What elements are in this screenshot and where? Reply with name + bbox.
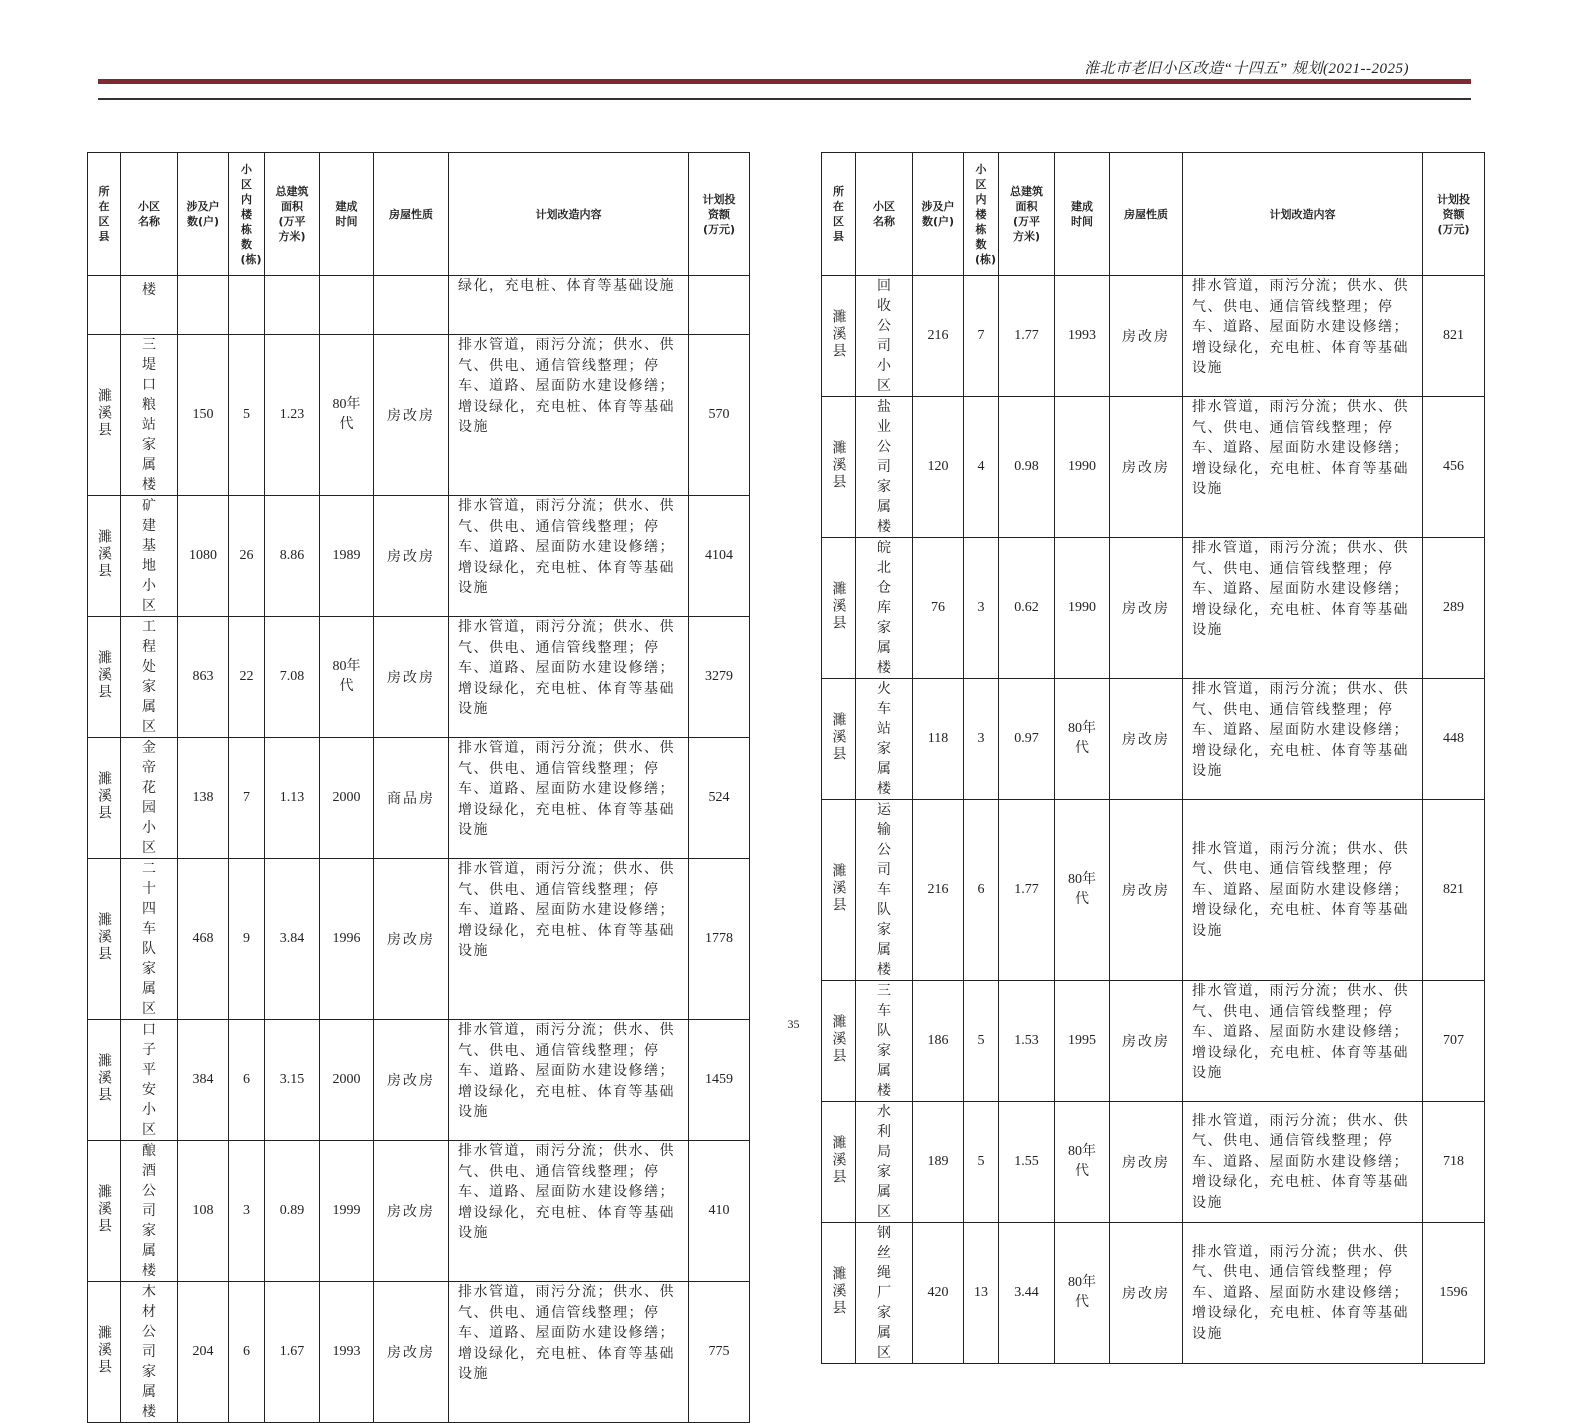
cell-buildings: 26 [229,496,265,617]
cell-county: 濉溪县 [822,800,856,981]
cell-content: 排水管道，雨污分流；供水、供气、供电、通信管线整理；停车、道路、屋面防水建设修缮；增设绿化，充电桩、体育等基础设施 [1183,800,1423,981]
cell-county: 濉溪县 [88,1020,121,1141]
cell-investment: 410 [689,1141,750,1282]
table-header-row [88,153,750,276]
col-header-type: 房屋性质 [1110,153,1183,276]
table-row [822,276,1485,397]
cell-content: 排水管道，雨污分流；供水、供气、供电、通信管线整理；停车、道路、屋面防水建设修缮；增设绿化，充电桩、体育等基础设施 [1183,679,1423,800]
right-renovation-table [821,152,1485,1364]
cell-content: 排水管道，雨污分流；供水、供气、供电、通信管线整理；停车、道路、屋面防水建设修缮；增设绿化，充电桩、体育等基础设施 [449,335,689,496]
table-row [88,738,750,859]
col-header-investment: 计划投资额(万元) [1423,153,1485,276]
col-header-buildings: 小区内楼栋数(栋) [229,153,265,276]
left-renovation-table [87,152,750,1423]
table-row [822,538,1485,679]
cell-year: 80年代 [1055,679,1110,800]
cell-households: 138 [178,738,229,859]
cell-investment: 718 [1423,1102,1485,1223]
cell-investment: 707 [1423,981,1485,1102]
cell-area: 1.77 [999,800,1055,981]
cell-buildings: 5 [964,1102,999,1223]
col-header-year: 建成时间 [320,153,374,276]
cell-name: 皖北仓库家属楼 [856,538,913,679]
cell-name: 水利局家属区 [856,1102,913,1223]
cell-name: 矿建基地小区 [121,496,178,617]
cell-households: 120 [913,397,964,538]
cell-investment: 775 [689,1282,750,1423]
cell-buildings: 6 [229,1282,265,1423]
cell-name: 楼 [121,276,178,335]
cell-name: 三车队家属楼 [856,981,913,1102]
cell-investment: 4104 [689,496,750,617]
cell-type: 房改房 [1110,1223,1183,1364]
cell-content: 排水管道，雨污分流；供水、供气、供电、通信管线整理；停车、道路、屋面防水建设修缮；增设绿化，充电桩、体育等基础设施 [449,1020,689,1141]
cell-buildings [229,276,265,335]
cell-name: 火车站家属楼 [856,679,913,800]
cell-area: 8.86 [265,496,320,617]
cell-buildings: 3 [964,538,999,679]
col-header-name: 小区名称 [121,153,178,276]
cell-type: 商品房 [374,738,449,859]
cell-name: 回收公司小区 [856,276,913,397]
cell-buildings: 6 [964,800,999,981]
cell-households: 118 [913,679,964,800]
col-header-type: 房屋性质 [374,153,449,276]
cell-county: 濉溪县 [822,538,856,679]
col-header-content: 计划改造内容 [1183,153,1423,276]
cell-type: 房改房 [374,1020,449,1141]
cell-buildings: 3 [229,1141,265,1282]
cell-area: 7.08 [265,617,320,738]
cell-type: 房改房 [1110,276,1183,397]
cell-buildings: 7 [964,276,999,397]
cell-households: 108 [178,1141,229,1282]
table-header-row [822,153,1485,276]
cell-county: 濉溪县 [88,738,121,859]
cell-area: 0.98 [999,397,1055,538]
cell-content: 排水管道，雨污分流；供水、供气、供电、通信管线整理；停车、道路、屋面防水建设修缮；增设绿化，充电桩、体育等基础设施 [1183,1102,1423,1223]
cell-content: 排水管道，雨污分流；供水、供气、供电、通信管线整理；停车、道路、屋面防水建设修缮；增设绿化，充电桩、体育等基础设施 [449,617,689,738]
cell-county: 濉溪县 [822,679,856,800]
cell-investment: 3279 [689,617,750,738]
cell-name: 三堤口粮站家属楼 [121,335,178,496]
cell-year: 1999 [320,1141,374,1282]
col-header-buildings: 小区内楼栋数(栋) [964,153,999,276]
col-header-county: 所在区县 [88,153,121,276]
cell-content: 排水管道，雨污分流；供水、供气、供电、通信管线整理；停车、道路、屋面防水建设修缮；增设绿化，充电桩、体育等基础设施 [1183,1223,1423,1364]
cell-type: 房改房 [1110,981,1183,1102]
cell-area: 1.53 [999,981,1055,1102]
cell-households: 76 [913,538,964,679]
cell-type: 房改房 [374,335,449,496]
cell-investment: 1596 [1423,1223,1485,1364]
cell-content: 排水管道，雨污分流；供水、供气、供电、通信管线整理；停车、道路、屋面防水建设修缮；增设绿化，充电桩、体育等基础设施 [1183,397,1423,538]
cell-area: 0.62 [999,538,1055,679]
cell-type: 房改房 [1110,679,1183,800]
cell-area: 0.89 [265,1141,320,1282]
cell-type: 房改房 [1110,1102,1183,1223]
cell-county: 濉溪县 [822,397,856,538]
cell-content: 排水管道，雨污分流；供水、供气、供电、通信管线整理；停车、道路、屋面防水建设修缮；增设绿化，充电桩、体育等基础设施 [449,1282,689,1423]
table-row [88,1020,750,1141]
cell-type: 房改房 [374,1141,449,1282]
col-header-households: 涉及户数(户) [913,153,964,276]
cell-area: 3.15 [265,1020,320,1141]
cell-households: 384 [178,1020,229,1141]
cell-buildings: 13 [964,1223,999,1364]
table-row [88,617,750,738]
cell-buildings: 3 [964,679,999,800]
cell-county: 濉溪县 [88,617,121,738]
cell-name: 木材公司家属楼 [121,1282,178,1423]
cell-type: 房改房 [374,617,449,738]
table-row [822,1223,1485,1364]
cell-buildings: 5 [229,335,265,496]
cell-content: 排水管道，雨污分流；供水、供气、供电、通信管线整理；停车、道路、屋面防水建设修缮；增设绿化，充电桩、体育等基础设施 [449,859,689,1020]
cell-investment: 570 [689,335,750,496]
cell-year: 1993 [1055,276,1110,397]
col-header-investment: 计划投资额(万元) [689,153,750,276]
cell-content: 排水管道，雨污分流；供水、供气、供电、通信管线整理；停车、道路、屋面防水建设修缮；增设绿化，充电桩、体育等基础设施 [1183,538,1423,679]
cell-households: 420 [913,1223,964,1364]
cell-households: 186 [913,981,964,1102]
cell-year: 80年代 [320,335,374,496]
cell-households: 468 [178,859,229,1020]
cell-buildings: 6 [229,1020,265,1141]
cell-households: 204 [178,1282,229,1423]
cell-area: 1.23 [265,335,320,496]
cell-area [265,276,320,335]
cell-county [88,276,121,335]
cell-investment [689,276,750,335]
col-header-area: 总建筑面积(万平方米) [999,153,1055,276]
cell-type [374,276,449,335]
cell-year: 2000 [320,1020,374,1141]
cell-year [320,276,374,335]
cell-area: 1.55 [999,1102,1055,1223]
cell-households: 1080 [178,496,229,617]
header-rule-thin [98,98,1471,100]
cell-year: 1990 [1055,397,1110,538]
table-row [822,981,1485,1102]
cell-investment: 1778 [689,859,750,1020]
cell-county: 濉溪县 [822,1223,856,1364]
cell-name: 钢丝绳厂家属区 [856,1223,913,1364]
table-row [88,859,750,1020]
cell-county: 濉溪县 [822,981,856,1102]
cell-area: 1.77 [999,276,1055,397]
col-header-area: 总建筑面积(万平方米) [265,153,320,276]
cell-type: 房改房 [1110,397,1183,538]
cell-year: 1996 [320,859,374,1020]
cell-investment: 821 [1423,276,1485,397]
cell-name: 工程处家属区 [121,617,178,738]
cell-year: 1989 [320,496,374,617]
cell-type: 房改房 [374,496,449,617]
table-row [822,397,1485,538]
table-row [88,1141,750,1282]
cell-year: 1995 [1055,981,1110,1102]
cell-name: 口子平安小区 [121,1020,178,1141]
cell-content: 排水管道，雨污分流；供水、供气、供电、通信管线整理；停车、道路、屋面防水建设修缮；增设绿化，充电桩、体育等基础设施 [1183,981,1423,1102]
table-row [88,1282,750,1423]
cell-county: 濉溪县 [88,1141,121,1282]
col-header-households: 涉及户数(户) [178,153,229,276]
cell-county: 濉溪县 [88,496,121,617]
col-header-content: 计划改造内容 [449,153,689,276]
cell-investment: 448 [1423,679,1485,800]
cell-area: 1.67 [265,1282,320,1423]
cell-type: 房改房 [1110,800,1183,981]
table-row [822,800,1485,981]
page-number: 35 [787,1017,800,1031]
cell-households: 189 [913,1102,964,1223]
cell-content: 排水管道，雨污分流；供水、供气、供电、通信管线整理；停车、道路、屋面防水建设修缮；增设绿化，充电桩、体育等基础设施 [449,1141,689,1282]
cell-households [178,276,229,335]
cell-households: 150 [178,335,229,496]
table-row-continuation [88,276,750,335]
cell-name: 运输公司车队家属楼 [856,800,913,981]
cell-content: 排水管道，雨污分流；供水、供气、供电、通信管线整理；停车、道路、屋面防水建设修缮；增设绿化，充电桩、体育等基础设施 [449,496,689,617]
table-row [88,335,750,496]
cell-investment: 524 [689,738,750,859]
col-header-name: 小区名称 [856,153,913,276]
cell-year: 80年代 [320,617,374,738]
cell-buildings: 22 [229,617,265,738]
cell-name: 酿酒公司家属楼 [121,1141,178,1282]
document-header-title: 淮北市老旧小区改造“十四五” 规划(2021--2025) [1084,61,1409,77]
cell-buildings: 9 [229,859,265,1020]
table-row [822,1102,1485,1223]
cell-investment: 289 [1423,538,1485,679]
cell-county: 濉溪县 [88,335,121,496]
cell-investment: 1459 [689,1020,750,1141]
cell-households: 216 [913,276,964,397]
cell-investment: 456 [1423,397,1485,538]
cell-county: 濉溪县 [88,1282,121,1423]
cell-year: 2000 [320,738,374,859]
cell-households: 216 [913,800,964,981]
cell-area: 1.13 [265,738,320,859]
cell-county: 濉溪县 [822,1102,856,1223]
cell-buildings: 5 [964,981,999,1102]
cell-area: 3.84 [265,859,320,1020]
cell-buildings: 7 [229,738,265,859]
cell-investment: 821 [1423,800,1485,981]
cell-name: 盐业公司家属楼 [856,397,913,538]
col-header-year: 建成时间 [1055,153,1110,276]
cell-type: 房改房 [1110,538,1183,679]
cell-buildings: 4 [964,397,999,538]
cell-content: 排水管道，雨污分流；供水、供气、供电、通信管线整理；停车、道路、屋面防水建设修缮；增设绿化，充电桩、体育等基础设施 [1183,276,1423,397]
cell-content: 绿化，充电桩、体育等基础设施 [449,276,689,335]
cell-area: 3.44 [999,1223,1055,1364]
header-rule-thick [98,79,1471,84]
cell-type: 房改房 [374,859,449,1020]
cell-content: 排水管道，雨污分流；供水、供气、供电、通信管线整理；停车、道路、屋面防水建设修缮；增设绿化，充电桩、体育等基础设施 [449,738,689,859]
cell-county: 濉溪县 [88,859,121,1020]
table-row [88,496,750,617]
cell-name: 金帝花园小区 [121,738,178,859]
cell-year: 80年代 [1055,1223,1110,1364]
cell-name: 二十四车队家属区 [121,859,178,1020]
cell-year: 1990 [1055,538,1110,679]
table-row [822,679,1485,800]
cell-county: 濉溪县 [822,276,856,397]
cell-year: 1993 [320,1282,374,1423]
cell-households: 863 [178,617,229,738]
col-header-county: 所在区县 [822,153,856,276]
cell-type: 房改房 [374,1282,449,1423]
cell-year: 80年代 [1055,800,1110,981]
cell-year: 80年代 [1055,1102,1110,1223]
cell-area: 0.97 [999,679,1055,800]
